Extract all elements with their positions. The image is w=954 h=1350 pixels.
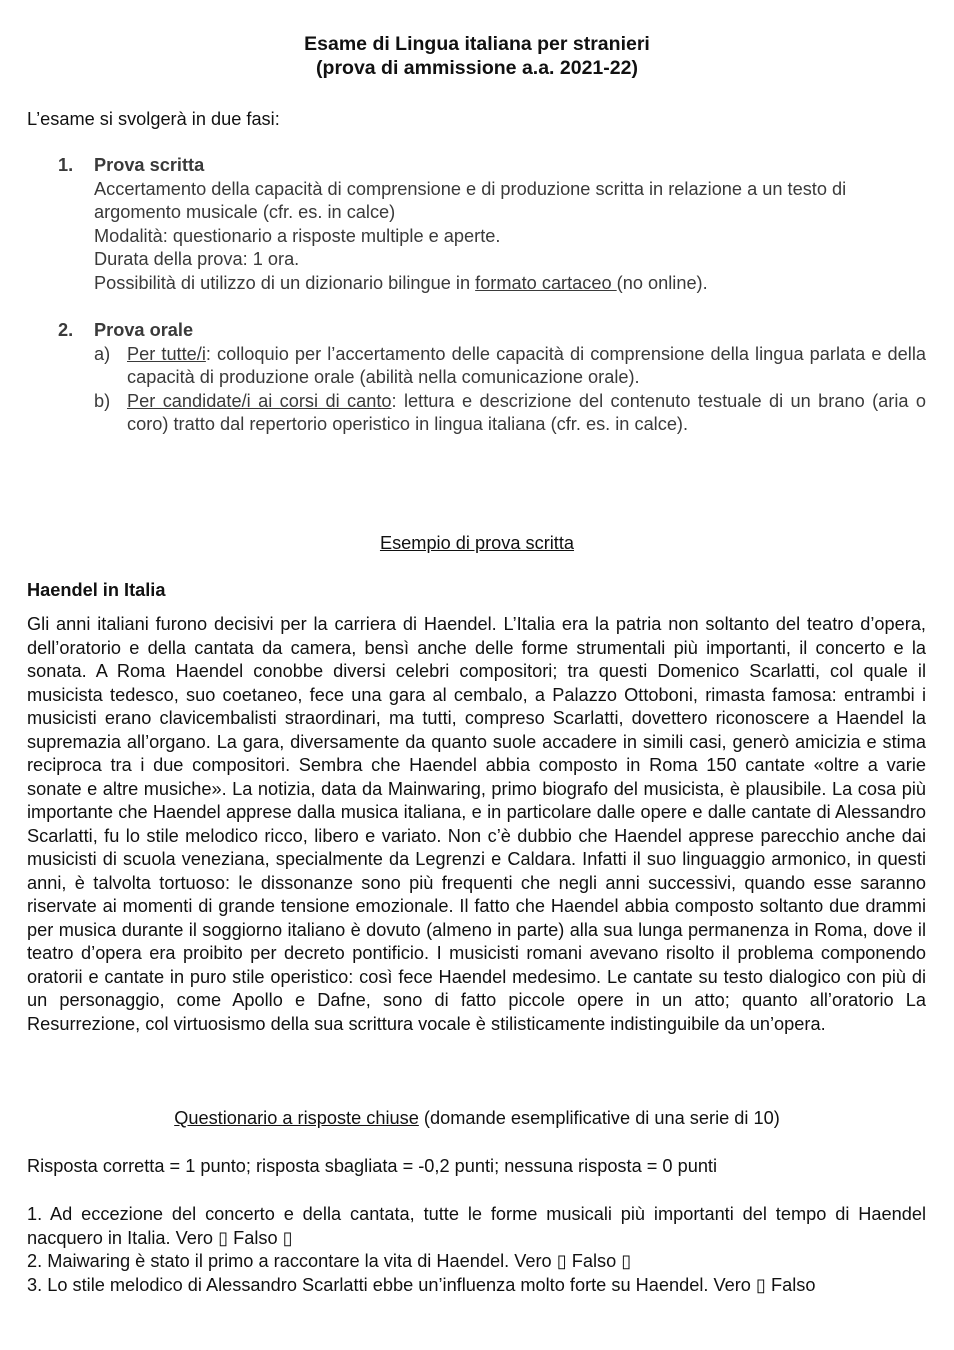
sub-a-text: : colloquio per l’accertamento delle capacità di comprensione della lingua parlata e della capacità di produzione orale (abilità nella comunicazione orale). — [127, 343, 926, 387]
sub-b-marker: b) — [94, 390, 111, 411]
sub-a-marker: a) — [94, 343, 111, 364]
question-item: 2. Maiwaring è stato il primo a raccontare la vita di Haendel. Vero ▯ Falso ▯ — [27, 1251, 632, 1271]
phase-2-heading: Prova orale — [94, 320, 194, 340]
phase-1-duration: Durata della prova: 1 ora. — [94, 249, 300, 269]
article-text: Gli anni italiani furono decisivi per la carriera di Haendel. L’Italia era la patria non soltanto del teatro d’opera, dell’oratorio e della cantata da camera, bensì anche delle forme strumentali più importanti, il concerto e la sonata. A Roma Haendel conobbe diversi celebri compositori; tra questi Domenico Scarlatti, col quale il musicista tedesco, suo coetaneo, fece una gara al cembalo, a Palazzo Ottoboni, rimasta famosa: entrambi i musicisti erano clavicembalisti straordinari, ma tutti, compreso Scarlatti, dovettero riconoscere a Haendel la supremazia all’organo. La gara, diversamente da quanto suole accadere in simili casi, generò amicizia e stima reciproca tra i due compositori. Sembra che Haendel abbia composto in Roma 150 cantate «oltre a varie sonate e altre musiche». La notizia, data da Mainwaring, primo biografo del musicista, è plausibile. La cosa più importante che Haendel apprese dalla musica italiana, e in particolare dalle opere e dalle cantate di Alessandro Scarlatti, fu lo stile melodico ricco, libero e variato. Non c’è dubbio che Haendel apprese parecchio anche dai musicisti di scuola veneziana, specialmente da Legrenzi e Caldara. Infatti il suo linguaggio armonico, in questi anni, è talvolta tortuoso: le dissonanze sono più frequenti che negli anni successivi, quando esse saranno riservate ai momenti di grande tensione emozionale. Il fatto che Haendel abbia composto soltanto due drammi per musica durante il soggiorno italiano è dovuto (almeno in parte) alla sua lunga permanenza in Roma, dove il teatro d’opera era proibito per decreto pontificio. I musicisti romani avevano risolto il problema componendo oratorii e cantate in puro stile operistico: così fece Haendel medesimo. Le cantate su testo dialogico con più di un personaggio, come Apollo e Dafne, sono di fatto piccole opere in un atto; quanto all’oratorio La Resurrezione, col virtuosismo della sua scrittura vocale è stilisticamente indistinguibile da un’opera. — [27, 614, 926, 1034]
question-item: 3. Lo stile melodico di Alessandro Scarlatti ebbe un’influenza molto forte su Haendel. Vero ▯ Falso — [27, 1274, 816, 1295]
sub-b-label: Per candidate/i ai corsi di canto — [127, 390, 392, 411]
phase-1-dictionary — [94, 272, 926, 296]
title-line-2: (prova di ammissione a.a. 2021-22) — [316, 57, 638, 79]
question-list — [27, 1203, 926, 1297]
question-item: 1. Ad eccezione del concerto e della cantata, tutte le forme musicali più importanti del tempo di Haendel nacquero in Italia. Vero ▯ Falso ▯ — [27, 1204, 926, 1248]
phase-1-item — [58, 154, 926, 295]
document-title — [0, 0, 954, 80]
phase-2-sub-a — [94, 343, 926, 390]
phase-1-number: 1. — [58, 155, 74, 175]
phase-1-description: Accertamento della capacità di comprensione e di produzione scritta in relazione a un testo di argomento musicale (cfr. es. in calce) — [94, 178, 847, 222]
dictionary-prefix: Possibilità di utilizzo di un dizionario bilingue in — [94, 272, 476, 293]
title-line-1: Esame di Lingua italiana per stranieri — [304, 33, 650, 55]
phase-1-heading: Prova scritta — [94, 155, 205, 175]
paper-format-link: formato cartaceo — [475, 272, 617, 293]
dictionary-suffix: (no online). — [616, 272, 708, 293]
example-heading: Esempio di prova scritta — [379, 533, 575, 553]
intro-text: L’esame si svolgerà in due fasi: — [27, 109, 280, 129]
phase-2-sub-b — [94, 390, 926, 437]
article-title: Haendel in Italia — [27, 580, 166, 600]
phase-1-mode: Modalità: questionario a risposte multiple e aperte. — [94, 225, 501, 246]
phase-2-number: 2. — [58, 320, 74, 340]
questionnaire-heading — [0, 1107, 954, 1131]
sub-b-text: : lettura e descrizione del contenuto testuale di un brano (aria o coro) tratto dal repertorio operistico in lingua italiana (cfr. es. in calce). — [127, 390, 926, 434]
questionnaire-heading-rest: (domande esemplificative di una serie di 10) — [418, 1108, 780, 1128]
sub-a-label: Per tutte/i — [127, 343, 206, 364]
questionnaire-heading-link: Questionario a risposte chiuse — [174, 1108, 419, 1128]
scoring-rules: Risposta corretta = 1 punto; risposta sbagliata = -0,2 punti; nessuna risposta = 0 punti — [27, 1156, 718, 1176]
phase-2-item — [58, 319, 926, 437]
